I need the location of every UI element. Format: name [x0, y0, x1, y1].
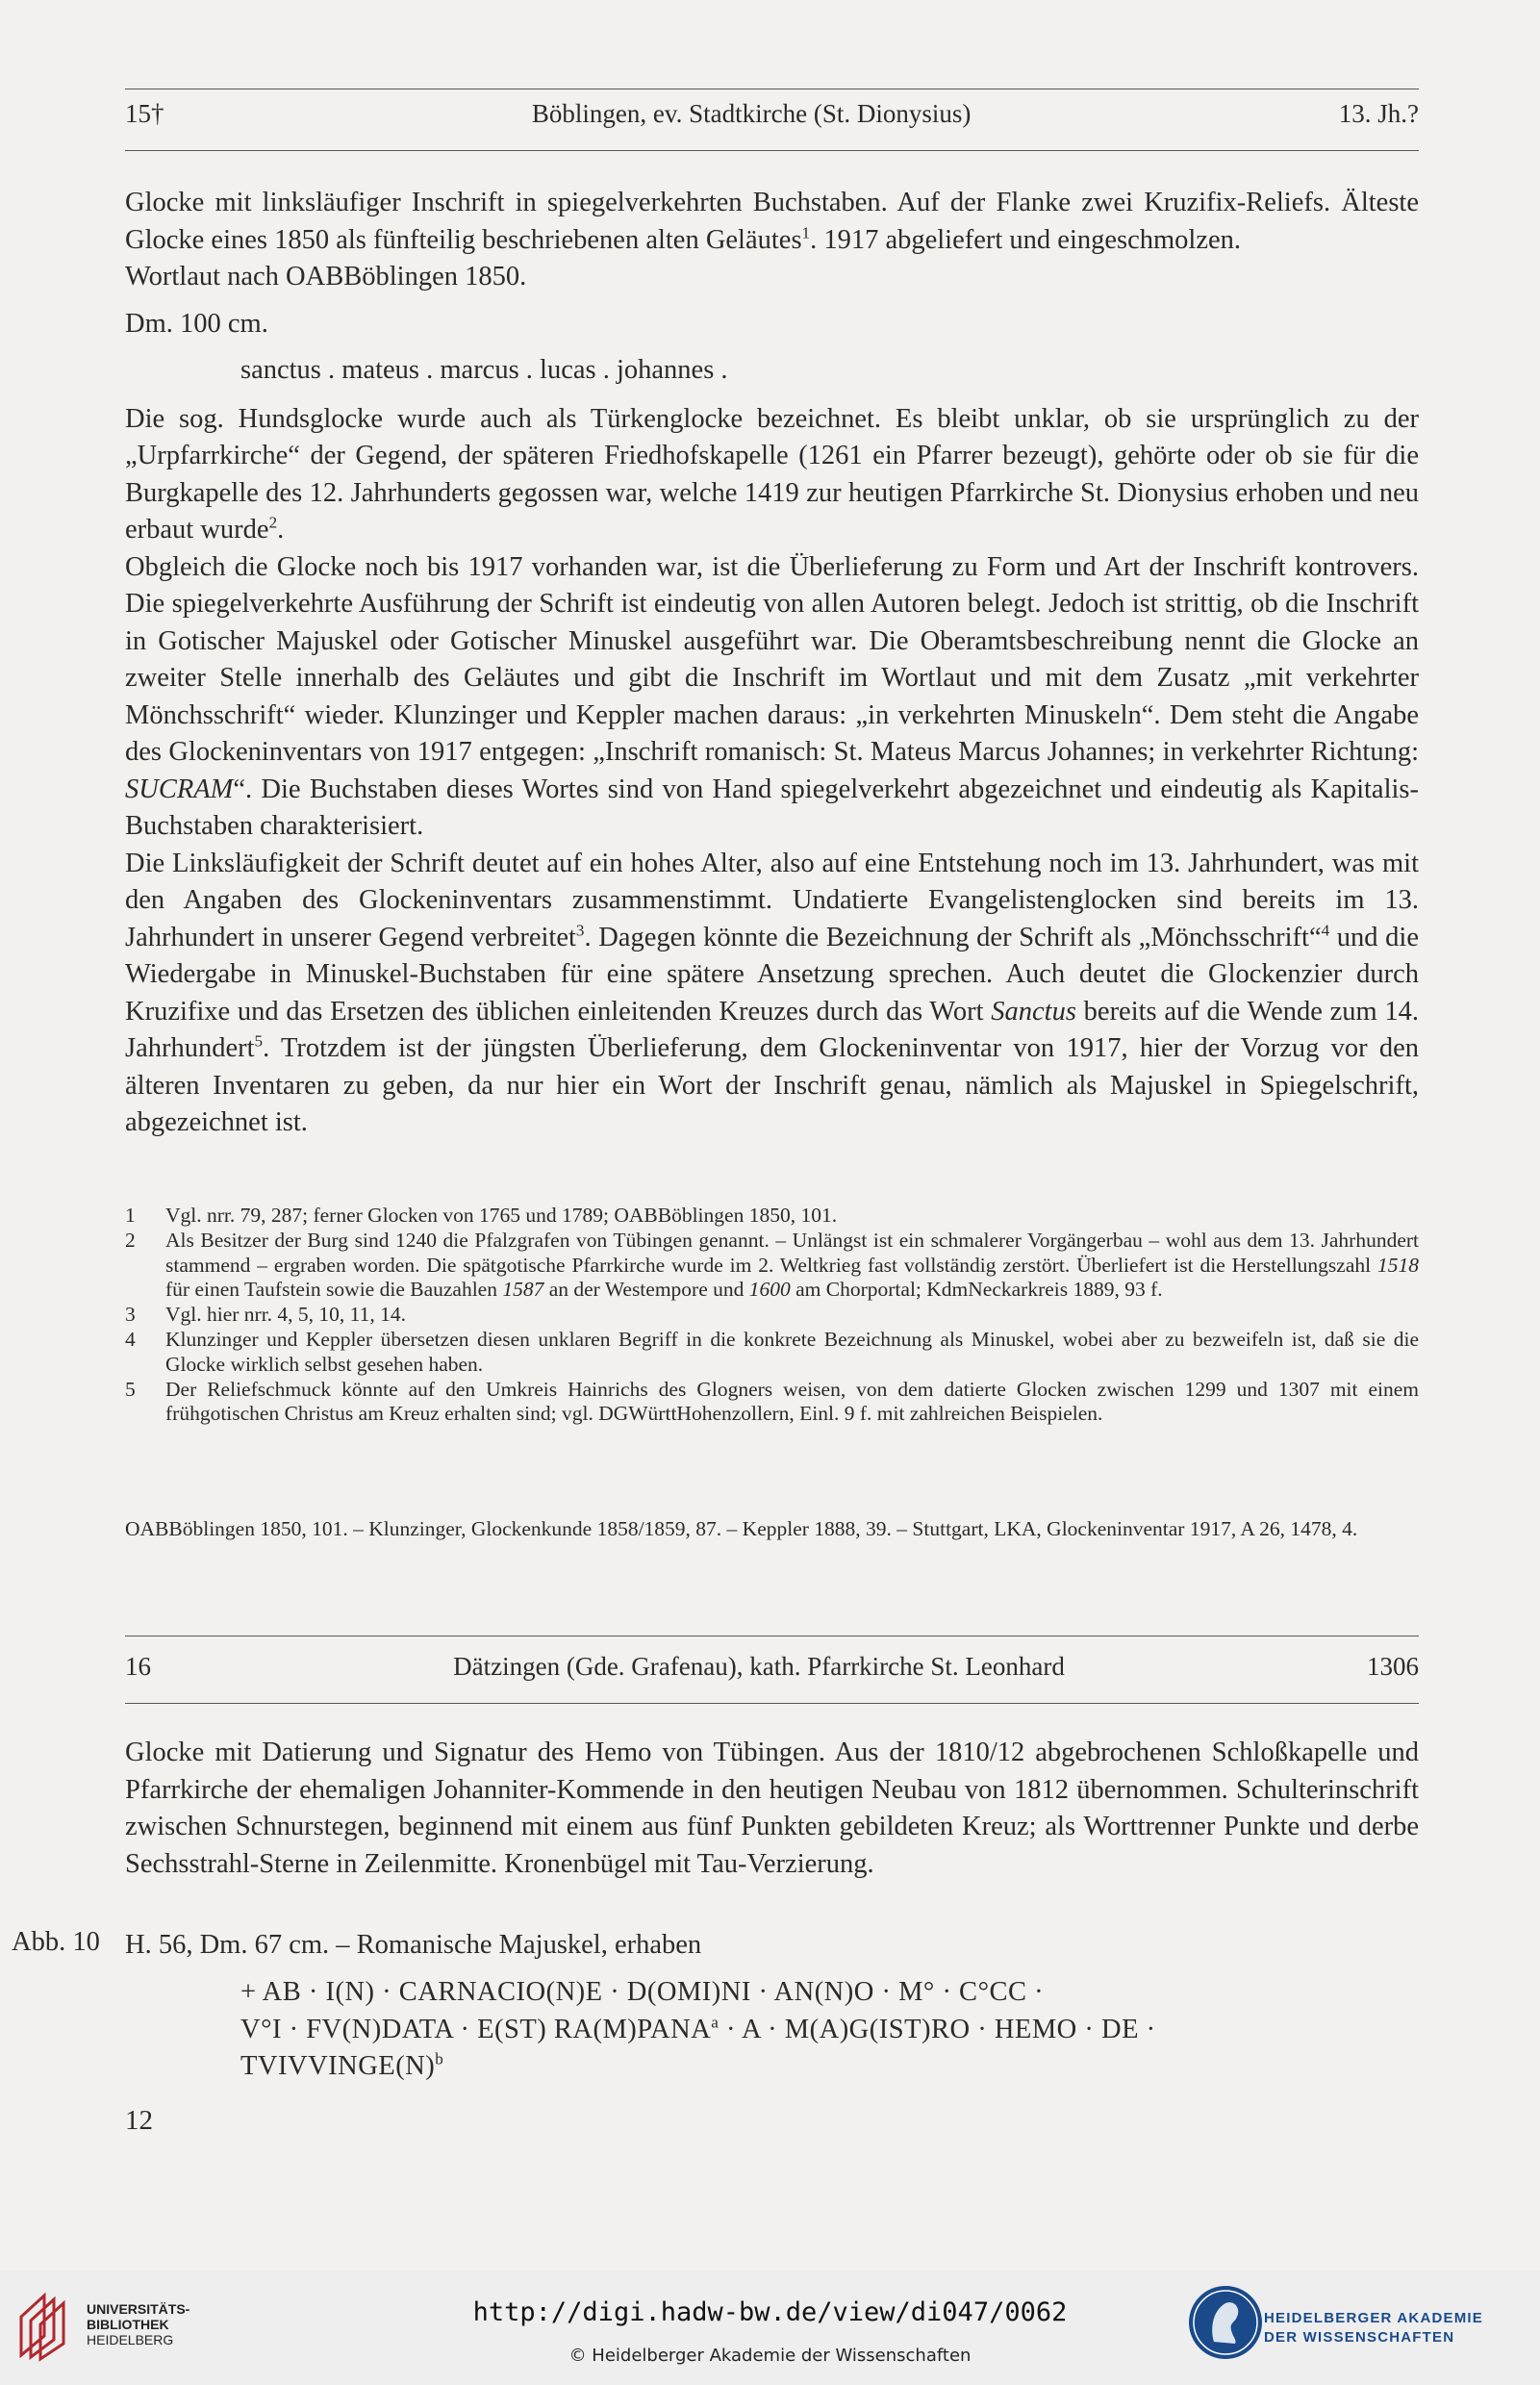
- description-paragraph: Glocke mit linksläufiger Inschrift in spiegelverkehrten Buchstaben. Auf der Flanke zwei Kruzifix-Reliefs. Älteste Glocke eines 1850 als fünfteilig beschriebenen alten Geläutes$^1$. 1917 abgeliefert und eingeschmolzen.: [125, 188, 1419, 255]
- inscription-line: $TVIVVINGE(N)^b$: [240, 2049, 444, 2081]
- commentary-paragraph: Obgleich die Glocke noch bis 1917 vorhanden war, ist die Überlieferung zu Form und Art der Inschrift kontrovers. Die spiegelverkehrte Ausführung der Schrift ist eindeutig von allen Autoren belegt. Jedoch ist strittig, ob die Inschrift in Gotischer Majuskel oder Gotischer Minuskel ausgeführt war. Die Oberamtsbeschreibung nennt die Glocke an zweiter Stelle innerhalb des Geläutes und gibt die Inschrift im Wortlaut und mit dem Zusatz „mit verkehrter Mönchsschrift“ wieder. Klunzinger und Keppler machen daraus: „in verkehrten Minuskeln“. Dem steht die Angabe des Glockeninventars von 1917 entgegen: „Inschrift romanisch: St. Mateus Marcus Johannes; in verkehrter Richtung: SUCRAM“. Die Buchstaben dieses Wortes sind von Hand spiegelverkehrt abgezeichnet und eindeutig als Kapitalis-Buchstaben charakterisiert.: [125, 551, 1419, 841]
- dimensions: Dm. 100 cm.: [125, 308, 268, 339]
- entry-16-description: Glocke mit Datierung und Signatur des Hemo von Tübingen. Aus der 1810/12 abgebrochenen Schloßkapelle und Pfarrkirche der ehemaligen Johanniter-Kommende in den heutigen Neubau von 1812 übernommen. Schulterinschrift zwischen Schnurstegen, beginnend mit einem aus fünf Punkten gebildeten Kreuz; als Worttrenner Punkte und derbe Sechsstrahl-Sterne in Zeilenmitte. Kronenbügel mit Tau-Verzierung.: [125, 1738, 1419, 1879]
- inscription-block: [240, 1974, 1404, 2086]
- entry-header-16: [125, 1652, 1419, 1682]
- copyright-notice: © Heidelberger Akademie der Wissenschaften: [568, 2346, 972, 2366]
- header-rule-top: [125, 1636, 1419, 1637]
- footnotes: [125, 1204, 1419, 1427]
- footnote: 2 Als Besitzer der Burg sind 1240 die Pfalzgrafen von Tübingen genannt. – Unlängst ist ein schmalerer Vorgängerbau – wohl aus dem 13. Jahrhundert stammend – ergraben worden. Die spätgotische Pfarrkirche wurde im 2. Weltkrieg fast vollständig zerstört. Überliefert ist die Herstellungszahl 1518 für einen Taufstein sowie die Bauzahlen 1587 an der Westempore und 1600 am Chorportal; KdmNeckarkreis 1889, 93 f.: [125, 1228, 1419, 1302]
- entry-15-body: [125, 185, 1419, 1142]
- academy-seal-icon: [1187, 2282, 1264, 2368]
- entry-title: Dätzingen (Gde. Grafenau), kath. Pfarrkirche St. Leonhard: [453, 1652, 1065, 1681]
- inscription-line: + AB · I(N) · CARNACIO(N)E · D(OMI)NI · AN(N)O · M° · C°CC ·: [240, 1977, 1045, 2007]
- entry-date: 1306: [1367, 1652, 1419, 1681]
- permalink-url[interactable]: http://digi.hadw-bw.de/view/di047/0062: [472, 2297, 1068, 2327]
- university-library-name: UNIVERSITÄTS- BIBLIOTHEK HEIDELBERG: [87, 2301, 190, 2347]
- footnote: 1 Vgl. nrr. 79, 287; ferner Glocken von 1765 und 1789; OABBöblingen 1850, 101.: [125, 1204, 838, 1227]
- footnote: 3 Vgl. hier nrr. 4, 5, 10, 11, 14.: [125, 1303, 407, 1327]
- source-note: Wortlaut nach OABBöblingen 1850.: [125, 262, 527, 292]
- academy-name: HEIDELBERGER AKADEMIE DER WISSENSCHAFTEN: [1264, 2310, 1483, 2346]
- inscription-line: V°I · FV(N)DATA · E(ST) $RA(M)PANA^a \cdot A \cdot M(A)G(IST)RO$ · HEMO · DE ·: [240, 2013, 1156, 2044]
- commentary-paragraph: Die Linksläufigkeit der Schrift deutet auf ein hohes Alter, also auf eine Entstehung noch im 13. Jahrhundert, was mit den Angaben des Glockeninventars zusammenstimmt. Undatierte Evangelistenglocken sind bereits im 13. Jahrhundert in unserer Gegend verbreitet$^3$. Dagegen könnte die Bezeichnung der Schrift als „Mönchsschrift“$^4$ und die Wiedergabe in Minuskel-Buchstaben für eine spätere Ansetzung sprechen. Auch deutet die Glockenzier durch Kruzifixe und das Ersetzen des üblichen einleitenden Kreuzes durch das Wort Sanctus bereits auf die Wende zum 14. Jahrhundert$^5$. Trotzdem ist der jüngsten Überlieferung, dem Glockeninventar von 1917, hier der Vorzug vor den älteren Inventaren zu geben, da nur hier ein Wort der Inschrift genau, nämlich als Majuskel in Spiegelschrift, abgezeichnet ist.: [125, 848, 1419, 1137]
- inscription-text: sanctus . mateus . marcus . lucas . johannes .: [240, 355, 728, 385]
- footer-bar: [0, 2271, 1540, 2385]
- entry-number: 15†: [125, 99, 164, 128]
- header-rule-bottom: [125, 150, 1419, 151]
- entry-header-15: [125, 99, 1419, 129]
- footnote: 4 Klunzinger und Keppler übersetzen diesen unklaren Begriff in die konkrete Bezeichnung als Minuskel, wobei aber zu bezweifeln ist, daß sie die Glocke wirklich selbst gesehen haben.: [125, 1327, 1419, 1376]
- page-number: 12: [125, 2105, 153, 2136]
- commentary-paragraph: Die sog. Hundsglocke wurde auch als Türkenglocke bezeichnet. Es bleibt unklar, ob sie ursprünglich zu der „Urpfarrkirche“ der Gegend, der späteren Friedhofskapelle (1261 ein Pfarrer bezeugt), gehörte oder ob sie für die Burgkapelle des 12. Jahrhunderts gegossen war, welche 1419 zur heutigen Pfarrkirche St. Dionysius erhoben und neu erbaut wurde$^2$.: [125, 403, 1419, 545]
- figure-reference: Abb. 10: [12, 1927, 100, 1957]
- entry-16-dimensions: H. 56, Dm. 67 cm. – Romanische Majuskel, erhaben: [125, 1930, 702, 1960]
- literature-list: OABBöblingen 1850, 101. – Klunzinger, Glockenkunde 1858/1859, 87. – Keppler 1888, 39. – Stuttgart, LKA, Glockeninventar 1917, A 26, 1478, 4.: [125, 1517, 1358, 1540]
- entry-date: 13. Jh.?: [1338, 99, 1419, 128]
- entry-title: Böblingen, ev. Stadtkirche (St. Dionysius): [531, 99, 972, 128]
- header-rule-bottom: [125, 1703, 1419, 1704]
- entry-number: 16: [125, 1652, 151, 1681]
- footnote: 5 Der Reliefschmuck könnte auf den Umkreis Hainrichs des Glogners weisen, von dem datierte Glocken zwischen 1299 und 1307 mit einem frühgotischen Christus am Kreuz erhalten sind; vgl. DGWürttHohenzollern, Einl. 9 f. mit zahlreichen Beispielen.: [125, 1377, 1419, 1426]
